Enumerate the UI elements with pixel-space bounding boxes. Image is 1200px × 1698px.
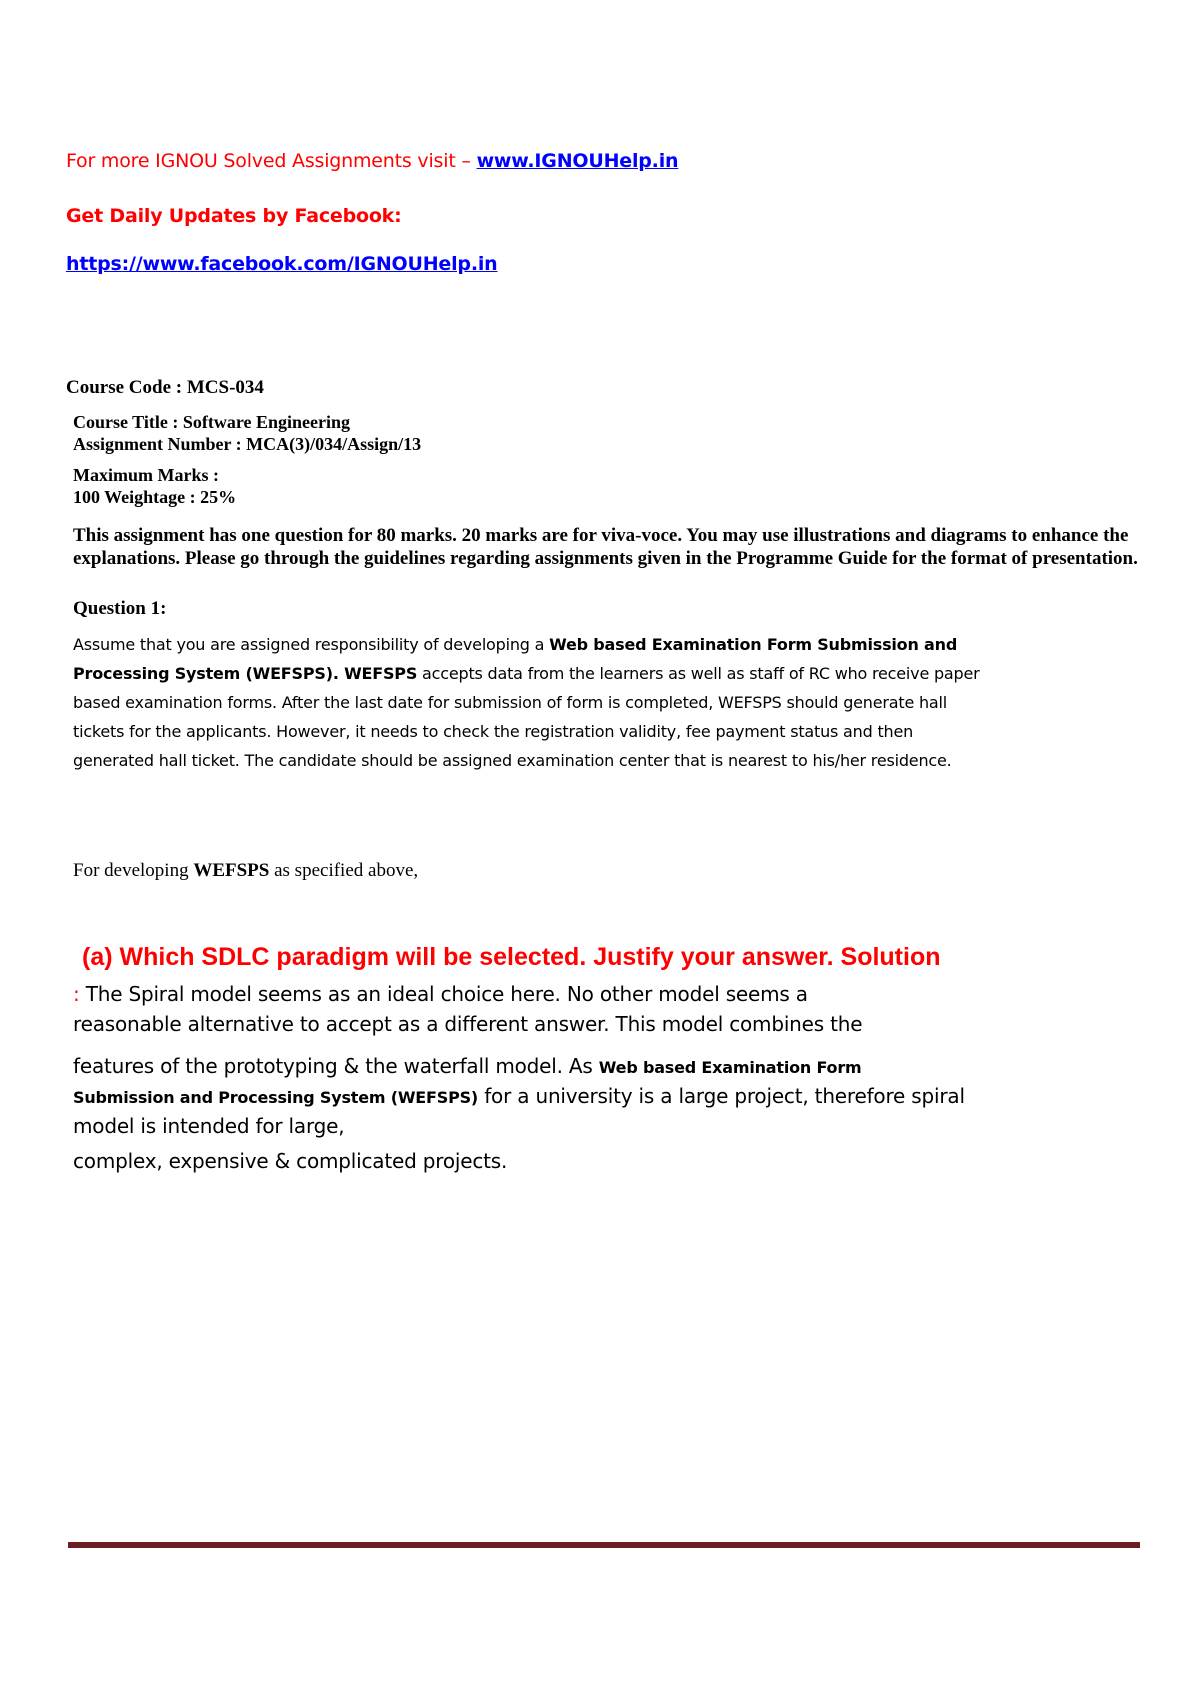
- question-line-3: based examination forms. After the last date for submission of form is completed, WEFSPS should generate hall: [73, 693, 948, 712]
- developing-system: WEFSPS: [193, 860, 270, 881]
- weightage: 100 Weightage : 25%: [73, 487, 237, 507]
- answer-text: for a university is a large project, therefore spiral: [478, 1084, 965, 1108]
- course-title: Course Title : Software Engineering: [73, 412, 350, 432]
- question-line-2: [73, 659, 980, 688]
- answer-colon: :: [73, 982, 80, 1006]
- course-code: Course Code : MCS-034: [66, 377, 264, 398]
- answer-line-2: reasonable alternative to accept as a different answer. This model combines the: [73, 1012, 863, 1036]
- answer-line-3: [73, 1054, 862, 1078]
- system-name: Web based Examination Form Submission and: [549, 635, 958, 654]
- question-line-4: tickets for the applicants. However, it needs to check the registration validity, fee payment status and then: [73, 722, 914, 741]
- system-name: Submission and Processing System (WEFSPS): [73, 1088, 479, 1107]
- facebook-link[interactable]: https://www.facebook.com/IGNOUHelp.in: [66, 253, 498, 275]
- question-text: Assume that you are assigned responsibility of developing a: [73, 635, 550, 654]
- ignouhelp-link[interactable]: www.IGNOUHelp.in: [476, 150, 679, 172]
- footer-rule: [68, 1542, 1140, 1548]
- promo-visit-line: [66, 150, 678, 172]
- max-marks: Maximum Marks :: [73, 465, 219, 485]
- question-line-1: [73, 630, 957, 659]
- instructions: This assignment has one question for 80 marks. 20 marks are for viva-voce. You may use illustrations and diagrams to enhance the explanations. Please go through the guidelines regarding assignments given in the Programme Guide for the format of presentation.: [73, 525, 1138, 569]
- answer-line-1: [73, 982, 808, 1006]
- question-text: accepts data from the learners as well as staff of RC who receive paper: [417, 664, 980, 683]
- assignment-number: Assignment Number : MCA(3)/034/Assign/13: [73, 434, 422, 454]
- developing-prefix: For developing: [73, 860, 194, 881]
- developing-line: [73, 860, 418, 882]
- answer-line-5: model is intended for large,: [73, 1114, 345, 1138]
- developing-suffix: as specified above,: [269, 860, 419, 881]
- promo-visit-text: For more IGNOU Solved Assignments visit –: [66, 150, 477, 172]
- answer-text: features of the prototyping & the waterfall model. As: [73, 1054, 599, 1078]
- answer-line-6: complex, expensive & complicated projects.: [73, 1149, 508, 1173]
- question-line-5: generated hall ticket. The candidate should be assigned examination center that is nearest to his/her residence.: [73, 751, 952, 770]
- answer-line-4: [73, 1084, 965, 1108]
- facebook-label: Get Daily Updates by Facebook:: [66, 205, 402, 227]
- question-heading: Question 1:: [73, 598, 167, 619]
- system-name: Web based Examination Form: [598, 1058, 862, 1077]
- system-name: Processing System (WEFSPS). WEFSPS: [73, 664, 418, 683]
- part-a-title: (a) Which SDLC paradigm will be selected. Justify your answer. Solution: [82, 943, 941, 971]
- answer-text: The Spiral model seems as an ideal choice here. No other model seems a: [79, 982, 808, 1006]
